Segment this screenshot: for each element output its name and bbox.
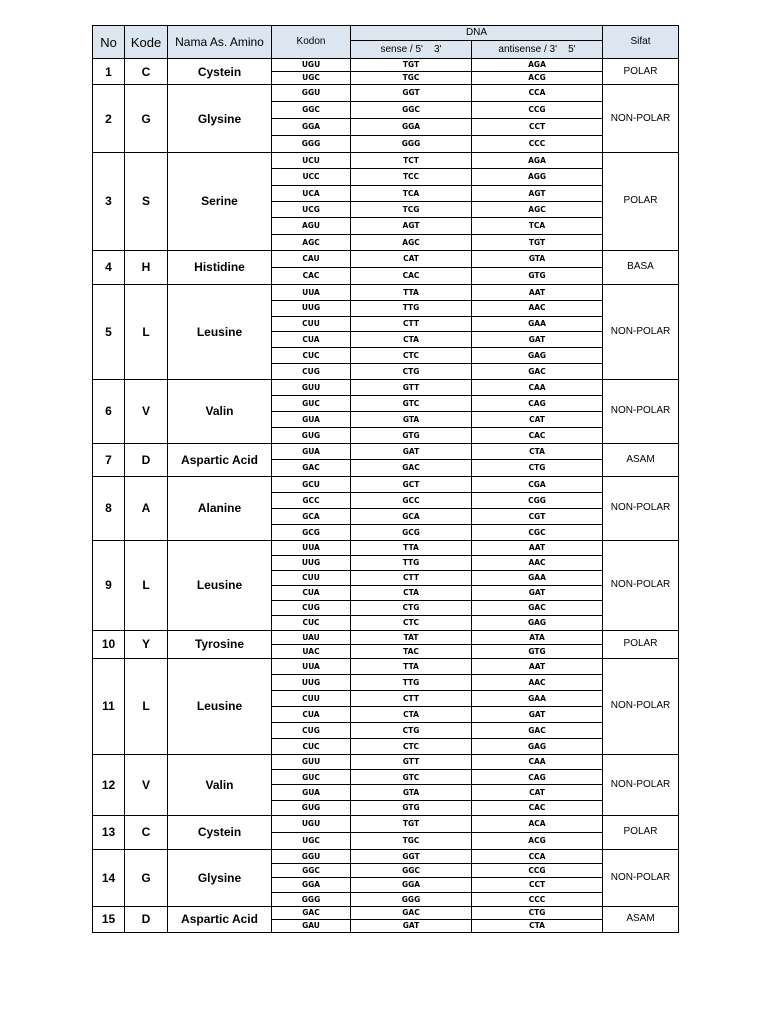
dna-antisense: AGA xyxy=(472,59,603,72)
dna-sense: TCG xyxy=(351,201,472,217)
table-row xyxy=(93,284,679,300)
codon: UUA xyxy=(272,658,351,674)
dna-antisense: GTA xyxy=(472,250,603,267)
table-row xyxy=(93,250,679,267)
codon: GGU xyxy=(272,849,351,863)
dna-antisense: AGG xyxy=(472,169,603,185)
codon: GUU xyxy=(272,379,351,395)
amino-code: G xyxy=(125,85,168,153)
table-body xyxy=(93,59,679,933)
table-row xyxy=(93,815,679,832)
table-row xyxy=(93,153,679,169)
amino-code: V xyxy=(125,754,168,815)
dna-sense: TGC xyxy=(351,72,472,85)
codon: UGC xyxy=(272,72,351,85)
dna-sense: GTC xyxy=(351,770,472,785)
dna-sense: TAT xyxy=(351,630,472,644)
table-row xyxy=(93,85,679,102)
dna-antisense: CCA xyxy=(472,849,603,863)
dna-antisense: AAT xyxy=(472,284,603,300)
dna-sense: GGA xyxy=(351,119,472,136)
sifat-label: ASAM xyxy=(603,906,679,932)
row-number: 5 xyxy=(93,284,125,379)
row-number: 13 xyxy=(93,815,125,849)
codon: GUC xyxy=(272,395,351,411)
codon: UUA xyxy=(272,540,351,555)
dna-antisense: CAA xyxy=(472,379,603,395)
dna-antisense: AGT xyxy=(472,185,603,201)
table-row xyxy=(93,630,679,644)
codon: GGC xyxy=(272,864,351,878)
codon: UUG xyxy=(272,555,351,570)
dna-antisense: CCA xyxy=(472,85,603,102)
dna-sense: GCC xyxy=(351,492,472,508)
dna-sense: CTG xyxy=(351,600,472,615)
amino-name: Serine xyxy=(168,153,272,251)
dna-sense: GAC xyxy=(351,460,472,477)
codon: UCC xyxy=(272,169,351,185)
dna-sense: GAT xyxy=(351,443,472,460)
dna-antisense: GAT xyxy=(472,332,603,348)
codon: GGC xyxy=(272,102,351,119)
dna-sense: TGC xyxy=(351,832,472,849)
dna-antisense: CTG xyxy=(472,460,603,477)
amino-code: A xyxy=(125,476,168,540)
codon: GUG xyxy=(272,800,351,815)
dna-antisense: GAA xyxy=(472,570,603,585)
dna-antisense: TGT xyxy=(472,234,603,250)
sifat-label: NON-POLAR xyxy=(603,284,679,379)
dna-sense: GCT xyxy=(351,476,472,492)
dna-sense: TCA xyxy=(351,185,472,201)
table-row xyxy=(93,658,679,674)
amino-code: S xyxy=(125,153,168,251)
codon: GGA xyxy=(272,119,351,136)
dna-antisense: CCG xyxy=(472,864,603,878)
table-row xyxy=(93,754,679,769)
dna-antisense: CGA xyxy=(472,476,603,492)
codon: CUA xyxy=(272,332,351,348)
amino-name: Tyrosine xyxy=(168,630,272,658)
row-number: 6 xyxy=(93,379,125,443)
dna-antisense: TCA xyxy=(472,218,603,234)
codon: GUU xyxy=(272,754,351,769)
dna-antisense: CAC xyxy=(472,800,603,815)
dna-sense: TTG xyxy=(351,300,472,316)
dna-antisense: CGT xyxy=(472,508,603,524)
dna-sense: CAT xyxy=(351,250,472,267)
row-number: 4 xyxy=(93,250,125,284)
codon: UAU xyxy=(272,630,351,644)
codon: UGU xyxy=(272,59,351,72)
dna-antisense: CCG xyxy=(472,102,603,119)
codon: CUC xyxy=(272,615,351,630)
table-row xyxy=(93,476,679,492)
row-number: 10 xyxy=(93,630,125,658)
dna-sense: CTA xyxy=(351,706,472,722)
dna-antisense: CAC xyxy=(472,427,603,443)
amino-code: C xyxy=(125,815,168,849)
codon: GAC xyxy=(272,906,351,919)
amino-code: Y xyxy=(125,630,168,658)
codon: UCG xyxy=(272,201,351,217)
dna-sense: CTG xyxy=(351,722,472,738)
header-sense: sense / 5' 3' xyxy=(351,41,472,59)
header-dna: DNA xyxy=(351,26,603,41)
codon: CUG xyxy=(272,722,351,738)
table-row xyxy=(93,849,679,863)
dna-antisense: CCT xyxy=(472,878,603,892)
dna-sense: GTG xyxy=(351,800,472,815)
codon: UGC xyxy=(272,832,351,849)
header-antisense: antisense / 3' 5' xyxy=(472,41,603,59)
sifat-label: BASA xyxy=(603,250,679,284)
dna-sense: GCA xyxy=(351,508,472,524)
dna-antisense: CCC xyxy=(472,892,603,906)
amino-code: L xyxy=(125,658,168,754)
table-row xyxy=(93,59,679,72)
codon: GCA xyxy=(272,508,351,524)
dna-antisense: AGA xyxy=(472,153,603,169)
dna-antisense: GAC xyxy=(472,722,603,738)
table-row xyxy=(93,906,679,919)
codon: UCA xyxy=(272,185,351,201)
codon: UUG xyxy=(272,300,351,316)
dna-sense: TCC xyxy=(351,169,472,185)
codon-table xyxy=(92,25,679,933)
dna-antisense: CCC xyxy=(472,136,603,153)
codon: AGC xyxy=(272,234,351,250)
dna-antisense: CTA xyxy=(472,443,603,460)
dna-antisense: CAG xyxy=(472,770,603,785)
amino-name: Leusine xyxy=(168,658,272,754)
dna-sense: CTT xyxy=(351,690,472,706)
dna-sense: GCG xyxy=(351,524,472,540)
sifat-label: POLAR xyxy=(603,59,679,85)
row-number: 11 xyxy=(93,658,125,754)
amino-name: Aspartic Acid xyxy=(168,906,272,932)
dna-sense: TGT xyxy=(351,59,472,72)
dna-sense: TTG xyxy=(351,674,472,690)
dna-sense: GTT xyxy=(351,379,472,395)
dna-sense: CTG xyxy=(351,364,472,380)
sifat-label: NON-POLAR xyxy=(603,658,679,754)
dna-sense: CTA xyxy=(351,332,472,348)
codon: GUC xyxy=(272,770,351,785)
codon: GUG xyxy=(272,427,351,443)
header-nama-asam-amino: Nama As. Amino xyxy=(168,26,272,59)
dna-antisense: AAT xyxy=(472,540,603,555)
row-number: 14 xyxy=(93,849,125,906)
amino-name: Cystein xyxy=(168,815,272,849)
dna-sense: TTA xyxy=(351,658,472,674)
sifat-label: NON-POLAR xyxy=(603,540,679,630)
codon: GUA xyxy=(272,411,351,427)
amino-name: Leusine xyxy=(168,284,272,379)
row-number: 3 xyxy=(93,153,125,251)
amino-code: H xyxy=(125,250,168,284)
amino-code: L xyxy=(125,284,168,379)
amino-name: Glysine xyxy=(168,85,272,153)
table-row xyxy=(93,540,679,555)
sifat-label: POLAR xyxy=(603,153,679,251)
sifat-label: ASAM xyxy=(603,443,679,476)
dna-sense: TTG xyxy=(351,555,472,570)
amino-name: Valin xyxy=(168,754,272,815)
amino-name: Histidine xyxy=(168,250,272,284)
dna-sense: CTT xyxy=(351,570,472,585)
codon: CUC xyxy=(272,738,351,754)
dna-antisense: CAT xyxy=(472,785,603,800)
dna-antisense: AGC xyxy=(472,201,603,217)
sifat-label: NON-POLAR xyxy=(603,85,679,153)
codon: GGA xyxy=(272,878,351,892)
table-row xyxy=(93,443,679,460)
dna-sense: TTA xyxy=(351,540,472,555)
amino-code: D xyxy=(125,906,168,932)
codon: GUA xyxy=(272,443,351,460)
amino-name: Aspartic Acid xyxy=(168,443,272,476)
codon: GGG xyxy=(272,136,351,153)
amino-code: G xyxy=(125,849,168,906)
dna-antisense: GAA xyxy=(472,690,603,706)
dna-antisense: GAC xyxy=(472,600,603,615)
dna-sense: CAC xyxy=(351,267,472,284)
amino-code: L xyxy=(125,540,168,630)
dna-antisense: GAA xyxy=(472,316,603,332)
amino-code: D xyxy=(125,443,168,476)
dna-antisense: AAT xyxy=(472,658,603,674)
codon: UUA xyxy=(272,284,351,300)
table-row xyxy=(93,379,679,395)
dna-sense: CTC xyxy=(351,615,472,630)
dna-sense: CTA xyxy=(351,585,472,600)
codon: UGU xyxy=(272,815,351,832)
codon: CUC xyxy=(272,348,351,364)
codon: CAC xyxy=(272,267,351,284)
dna-antisense: CGG xyxy=(472,492,603,508)
header-kodon: Kodon xyxy=(272,26,351,59)
dna-sense: GAT xyxy=(351,919,472,932)
dna-sense: CTC xyxy=(351,738,472,754)
codon: AGU xyxy=(272,218,351,234)
header-sifat: Sifat xyxy=(603,26,679,59)
codon: UCU xyxy=(272,153,351,169)
amino-code: V xyxy=(125,379,168,443)
row-number: 2 xyxy=(93,85,125,153)
codon: GCU xyxy=(272,476,351,492)
codon: CUG xyxy=(272,600,351,615)
sifat-label: POLAR xyxy=(603,815,679,849)
codon: GAC xyxy=(272,460,351,477)
amino-name: Leusine xyxy=(168,540,272,630)
dna-antisense: CCT xyxy=(472,119,603,136)
dna-sense: GAC xyxy=(351,906,472,919)
dna-sense: CTT xyxy=(351,316,472,332)
sifat-label: NON-POLAR xyxy=(603,379,679,443)
codon: GGG xyxy=(272,892,351,906)
dna-sense: GGT xyxy=(351,849,472,863)
header-kode: Kode xyxy=(125,26,168,59)
codon: GGU xyxy=(272,85,351,102)
row-number: 12 xyxy=(93,754,125,815)
dna-sense: AGC xyxy=(351,234,472,250)
dna-antisense: GAG xyxy=(472,615,603,630)
dna-sense: GGG xyxy=(351,892,472,906)
sifat-label: NON-POLAR xyxy=(603,476,679,540)
amino-name: Cystein xyxy=(168,59,272,85)
codon: CUU xyxy=(272,690,351,706)
dna-antisense: GAG xyxy=(472,348,603,364)
dna-antisense: AAC xyxy=(472,674,603,690)
dna-sense: GGA xyxy=(351,878,472,892)
dna-antisense: AAC xyxy=(472,300,603,316)
codon: UAC xyxy=(272,644,351,658)
row-number: 7 xyxy=(93,443,125,476)
row-number: 8 xyxy=(93,476,125,540)
dna-sense: TGT xyxy=(351,815,472,832)
codon: CUA xyxy=(272,706,351,722)
sifat-label: NON-POLAR xyxy=(603,849,679,906)
dna-sense: GGT xyxy=(351,85,472,102)
dna-antisense: GTG xyxy=(472,644,603,658)
amino-name: Alanine xyxy=(168,476,272,540)
dna-sense: GGG xyxy=(351,136,472,153)
dna-antisense: CGC xyxy=(472,524,603,540)
codon: CAU xyxy=(272,250,351,267)
dna-antisense: CAA xyxy=(472,754,603,769)
dna-antisense: ACG xyxy=(472,832,603,849)
dna-antisense: GAC xyxy=(472,364,603,380)
codon: CUG xyxy=(272,364,351,380)
header-no: No xyxy=(93,26,125,59)
codon: GAU xyxy=(272,919,351,932)
row-number: 15 xyxy=(93,906,125,932)
dna-sense: GGC xyxy=(351,102,472,119)
dna-sense: GTA xyxy=(351,785,472,800)
codon: UUG xyxy=(272,674,351,690)
dna-sense: GTC xyxy=(351,395,472,411)
dna-antisense: ATA xyxy=(472,630,603,644)
dna-antisense: CTA xyxy=(472,919,603,932)
dna-antisense: ACG xyxy=(472,72,603,85)
codon: GUA xyxy=(272,785,351,800)
dna-antisense: ACA xyxy=(472,815,603,832)
dna-antisense: CAG xyxy=(472,395,603,411)
dna-antisense: GAG xyxy=(472,738,603,754)
row-number: 9 xyxy=(93,540,125,630)
dna-antisense: GAT xyxy=(472,706,603,722)
dna-sense: AGT xyxy=(351,218,472,234)
sifat-label: NON-POLAR xyxy=(603,754,679,815)
codon: GCC xyxy=(272,492,351,508)
amino-name: Glysine xyxy=(168,849,272,906)
codon: CUA xyxy=(272,585,351,600)
dna-sense: GTT xyxy=(351,754,472,769)
row-number: 1 xyxy=(93,59,125,85)
sifat-label: POLAR xyxy=(603,630,679,658)
dna-sense: GTG xyxy=(351,427,472,443)
dna-antisense: GAT xyxy=(472,585,603,600)
dna-sense: CTC xyxy=(351,348,472,364)
codon: CUU xyxy=(272,316,351,332)
dna-sense: TTA xyxy=(351,284,472,300)
dna-sense: TCT xyxy=(351,153,472,169)
dna-sense: GGC xyxy=(351,864,472,878)
dna-antisense: CTG xyxy=(472,906,603,919)
dna-antisense: AAC xyxy=(472,555,603,570)
codon: GCG xyxy=(272,524,351,540)
dna-antisense: GTG xyxy=(472,267,603,284)
codon: CUU xyxy=(272,570,351,585)
amino-code: C xyxy=(125,59,168,85)
dna-antisense: CAT xyxy=(472,411,603,427)
dna-sense: TAC xyxy=(351,644,472,658)
dna-sense: GTA xyxy=(351,411,472,427)
amino-name: Valin xyxy=(168,379,272,443)
